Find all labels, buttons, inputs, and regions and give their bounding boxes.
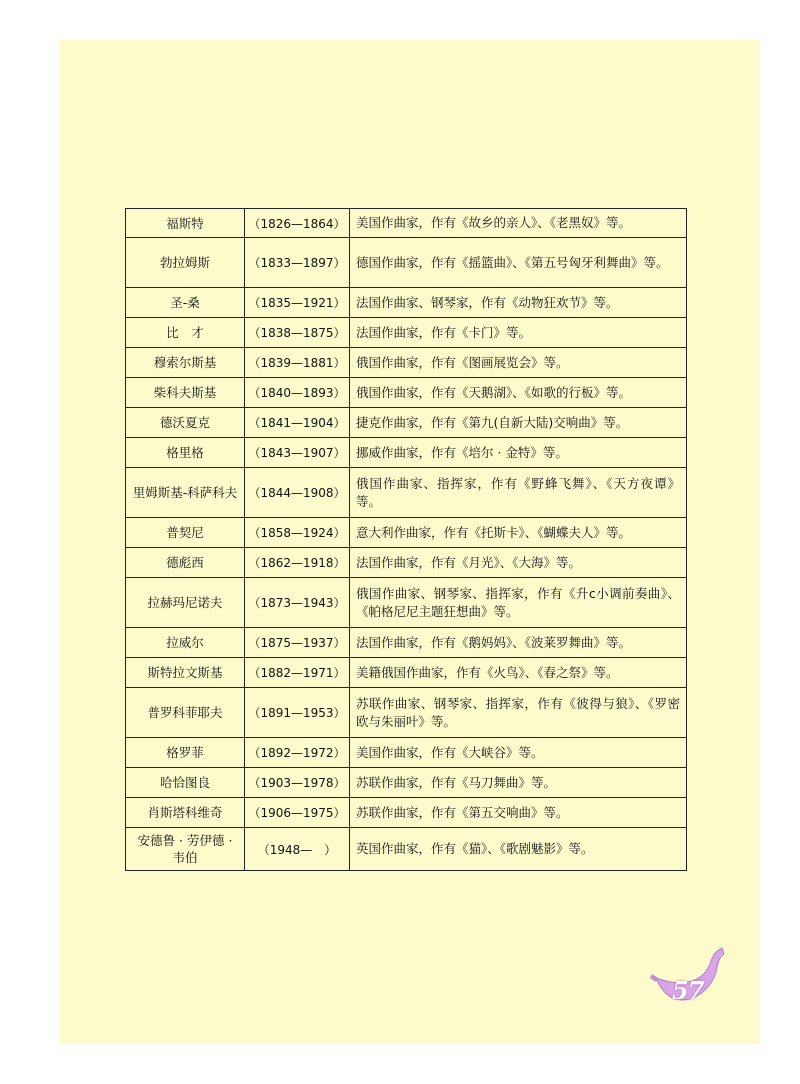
composer-years: （1873—1943） xyxy=(245,578,350,628)
table-row xyxy=(126,209,687,238)
composer-name: 比 才 xyxy=(126,318,245,348)
composer-description: 英国作曲家，作有《猫》、《歌剧魅影》等。 xyxy=(350,828,687,871)
composer-description: 苏联作曲家，作有《马刀舞曲》等。 xyxy=(350,768,687,798)
composer-years: （1858—1924） xyxy=(245,518,350,548)
table-row xyxy=(126,378,687,408)
composer-years: （1838—1875） xyxy=(245,318,350,348)
composer-table xyxy=(125,208,687,871)
composer-name: 哈恰图良 xyxy=(126,768,245,798)
table-row xyxy=(126,548,687,578)
table-row xyxy=(126,468,687,518)
page-number: 57 xyxy=(672,976,704,1005)
table-row xyxy=(126,238,687,288)
composer-name: 柴科夫斯基 xyxy=(126,378,245,408)
composer-years: （1843—1907） xyxy=(245,438,350,468)
composer-description: 俄国作曲家、钢琴家、指挥家，作有《升c小调前奏曲》、《帕格尼尼主题狂想曲》等。 xyxy=(350,578,687,628)
table-row xyxy=(126,348,687,378)
table-row xyxy=(126,828,687,871)
composer-description: 捷克作曲家，作有《第九(自新大陆)交响曲》等。 xyxy=(350,408,687,438)
composer-years: （1875—1937） xyxy=(245,628,350,658)
composer-years: （1826—1864） xyxy=(245,209,350,238)
composer-description: 俄国作曲家，作有《天鹅湖》、《如歌的行板》等。 xyxy=(350,378,687,408)
composer-years: （1839—1881） xyxy=(245,348,350,378)
composer-name: 普契尼 xyxy=(126,518,245,548)
composer-description: 意大利作曲家，作有《托斯卡》、《蝴蝶夫人》等。 xyxy=(350,518,687,548)
composer-years: （1840—1893） xyxy=(245,378,350,408)
table-row xyxy=(126,288,687,318)
composer-description: 俄国作曲家、指挥家，作有《野蜂飞舞》、《天方夜谭》等。 xyxy=(350,468,687,518)
composer-years: （1948— ） xyxy=(245,828,350,871)
composer-years: （1891—1953） xyxy=(245,688,350,738)
composer-description: 苏联作曲家、钢琴家、指挥家，作有《彼得与狼》、《罗密欧与朱丽叶》等。 xyxy=(350,688,687,738)
composer-description: 俄国作曲家，作有《图画展览会》等。 xyxy=(350,348,687,378)
composer-description: 法国作曲家，作有《月光》、《大海》等。 xyxy=(350,548,687,578)
composer-name: 德沃夏克 xyxy=(126,408,245,438)
table-row xyxy=(126,408,687,438)
composer-name: 穆索尔斯基 xyxy=(126,348,245,378)
table-row xyxy=(126,518,687,548)
composer-name: 里姆斯基-科萨科夫 xyxy=(126,468,245,518)
composer-years: （1833—1897） xyxy=(245,238,350,288)
composer-description: 美国作曲家，作有《故乡的亲人》、《老黑奴》等。 xyxy=(350,209,687,238)
composer-name: 肖斯塔科维奇 xyxy=(126,798,245,828)
composer-name: 福斯特 xyxy=(126,209,245,238)
table-row xyxy=(126,628,687,658)
table-row xyxy=(126,768,687,798)
composer-years: （1835—1921） xyxy=(245,288,350,318)
table-row xyxy=(126,688,687,738)
table-row xyxy=(126,318,687,348)
composer-years: （1844—1908） xyxy=(245,468,350,518)
composer-name: 斯特拉文斯基 xyxy=(126,658,245,688)
composer-name: 拉威尔 xyxy=(126,628,245,658)
composer-name: 勃拉姆斯 xyxy=(126,238,245,288)
table-row xyxy=(126,438,687,468)
composer-description: 美国作曲家，作有《大峡谷》等。 xyxy=(350,738,687,768)
composer-name: 格里格 xyxy=(126,438,245,468)
composer-description: 法国作曲家，作有《卡门》等。 xyxy=(350,318,687,348)
composer-years: （1862—1918） xyxy=(245,548,350,578)
composer-years: （1882—1971） xyxy=(245,658,350,688)
composer-years: （1841—1904） xyxy=(245,408,350,438)
composer-name: 拉赫玛尼诺夫 xyxy=(126,578,245,628)
composer-name: 圣-桑 xyxy=(126,288,245,318)
composer-years: （1892—1972） xyxy=(245,738,350,768)
composer-name: 格罗菲 xyxy=(126,738,245,768)
composer-name: 德彪西 xyxy=(126,548,245,578)
composer-description: 法国作曲家，作有《鹅妈妈》、《波莱罗舞曲》等。 xyxy=(350,628,687,658)
composer-description: 苏联作曲家，作有《第五交响曲》等。 xyxy=(350,798,687,828)
composer-name: 普罗科菲耶夫 xyxy=(126,688,245,738)
composer-name: 安德鲁 · 劳伊德 · 韦伯 xyxy=(126,828,245,871)
composer-years: （1906—1975） xyxy=(245,798,350,828)
composer-description: 挪威作曲家，作有《培尔 · 金特》等。 xyxy=(350,438,687,468)
composer-description: 德国作曲家，作有《摇篮曲》、《第五号匈牙利舞曲》等。 xyxy=(350,238,687,288)
table-row xyxy=(126,738,687,768)
table-row xyxy=(126,578,687,628)
composer-description: 法国作曲家、钢琴家，作有《动物狂欢节》等。 xyxy=(350,288,687,318)
composer-years: （1903—1978） xyxy=(245,768,350,798)
table-row xyxy=(126,658,687,688)
table-row xyxy=(126,798,687,828)
composer-description: 美籍俄国作曲家，作有《火鸟》、《春之祭》等。 xyxy=(350,658,687,688)
